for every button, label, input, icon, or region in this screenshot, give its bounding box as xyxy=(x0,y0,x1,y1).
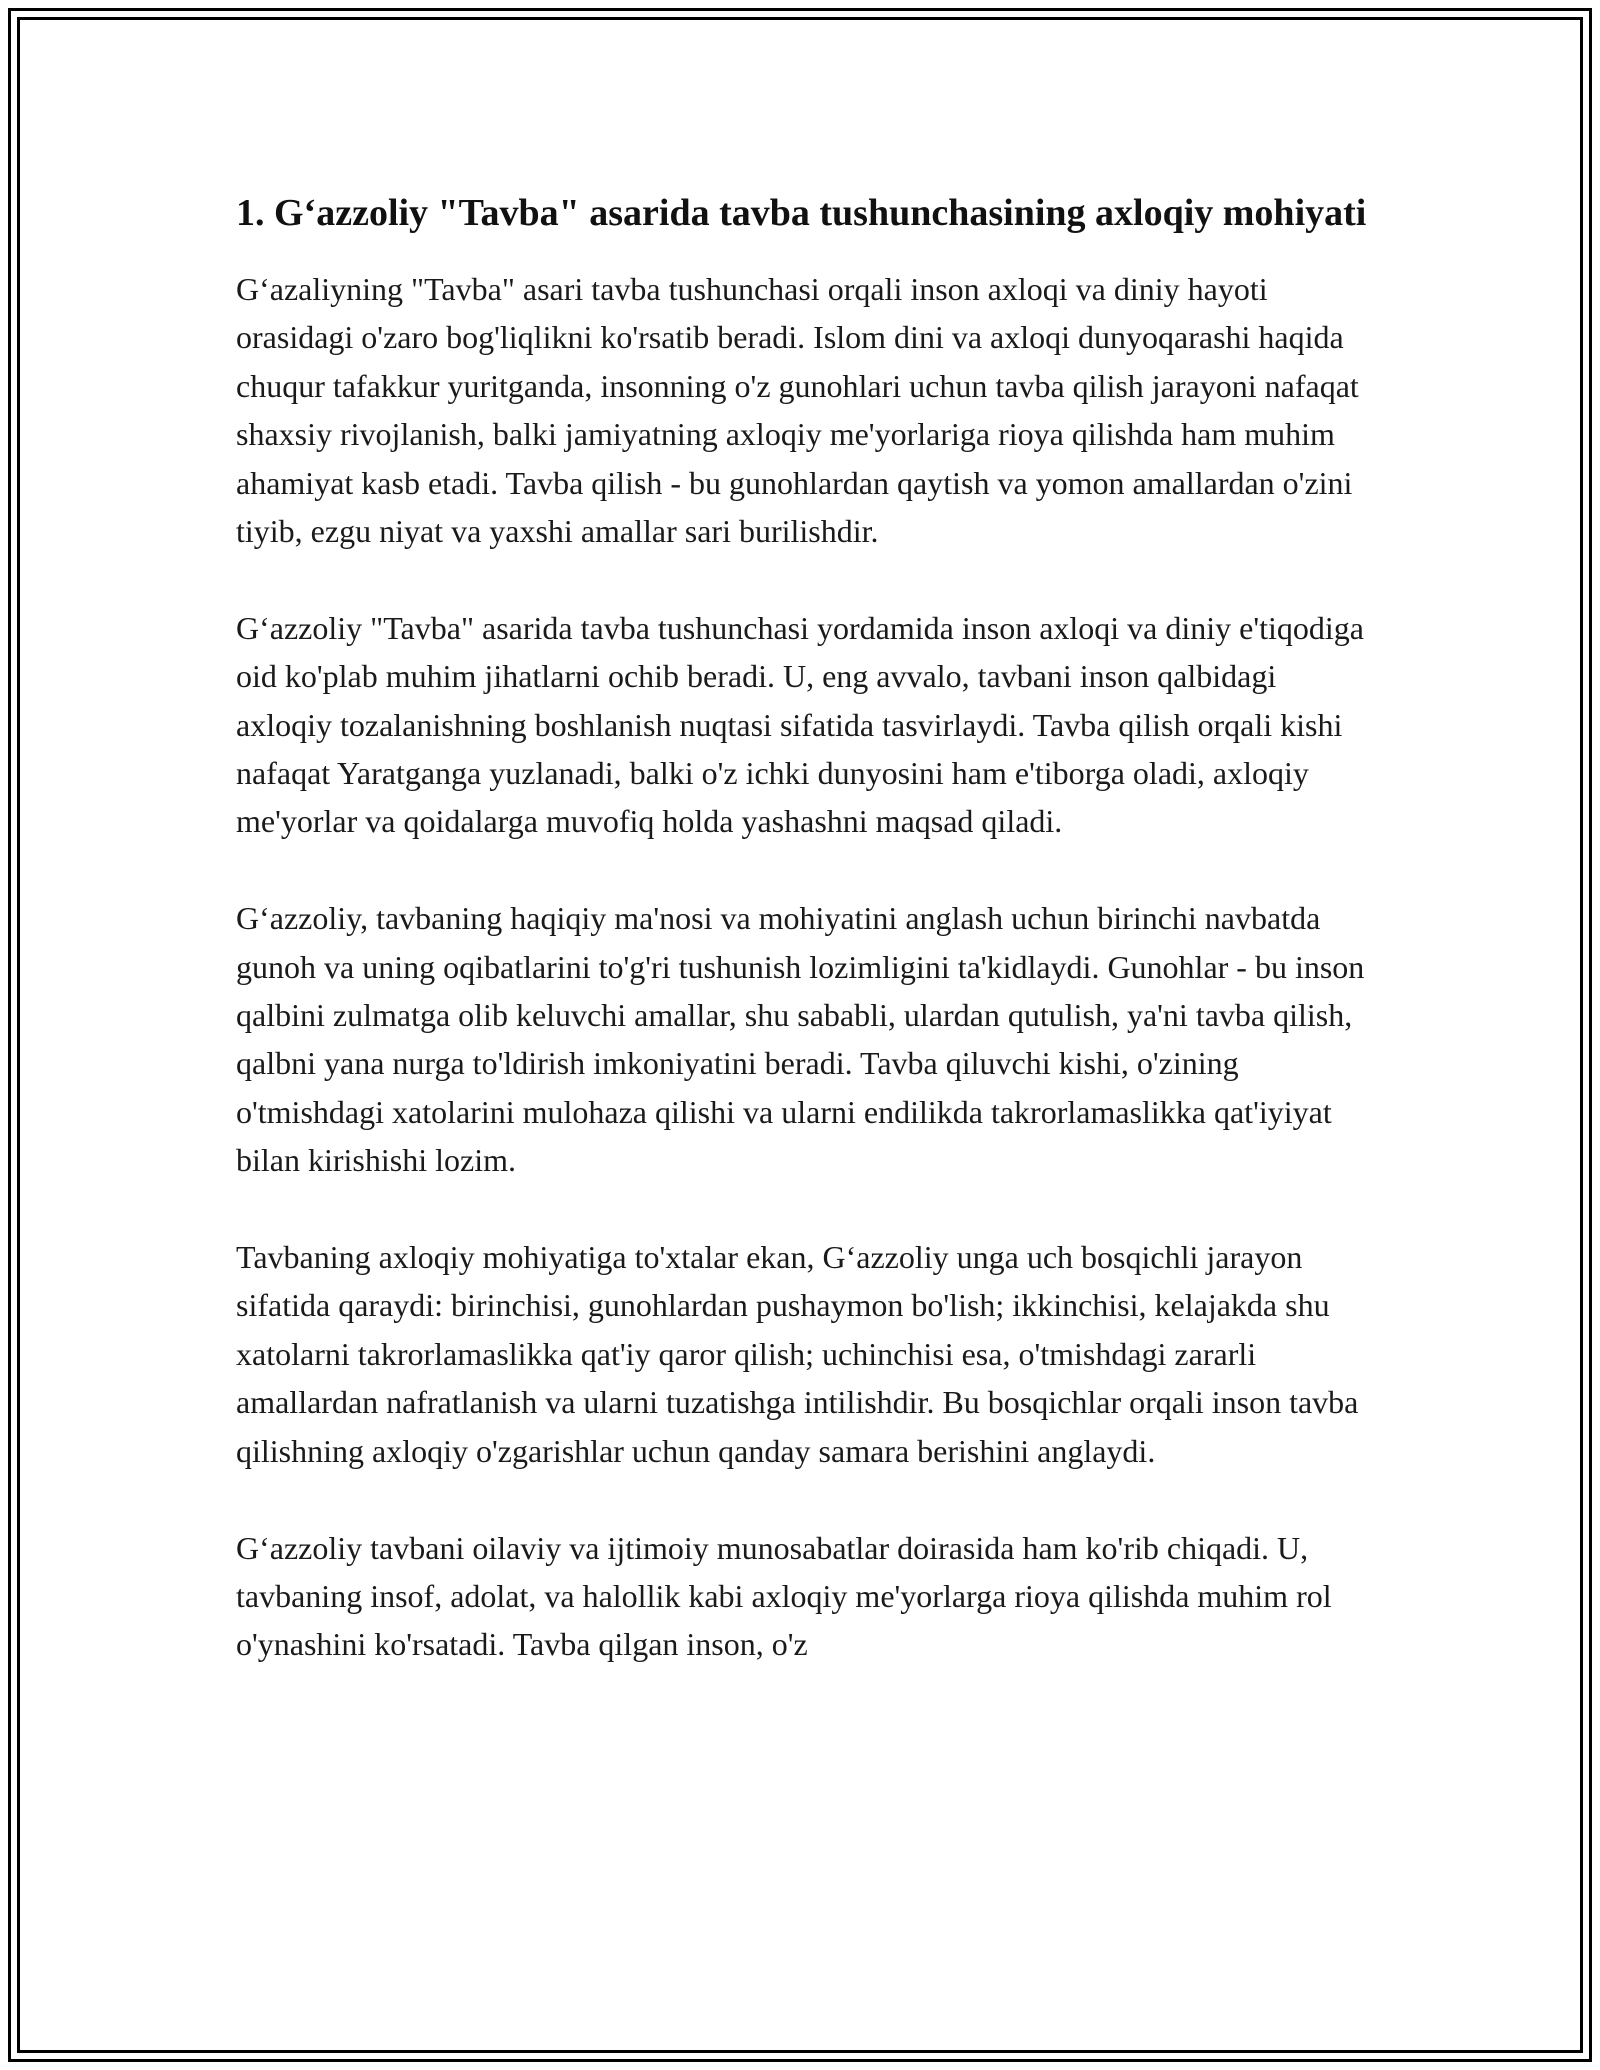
document-body xyxy=(236,186,1376,1717)
paragraph-2: G‘azzoliy "Tavba" asarida tavba tushunchasi yordamida inson axloqi va diniy e'tiqodiga oid ko'plab muhim jihatlarni ochib beradi. U, eng avvalo, tavbani inson qalbidagi axloqiy tozalanishning boshlanish nuqtasi sifatida tasvirlaydi. Tavba qilish orqali kishi nafaqat Yaratganga yuzlanadi, balki o'z ichki dunyosini ham e'tiborga oladi, axloqiy me'yorlar va qoidalarga muvofiq holda yashashni maqsad qiladi. xyxy=(236,609,1364,840)
section-heading: 1. G‘azzoliy "Tavba" asarida tavba tushunchasining axloqiy mohiyati xyxy=(236,192,1367,234)
paragraph-1: G‘azaliyning "Tavba" asari tavba tushunchasi orqali inson axloqi va diniy hayoti orasidagi o'zaro bog'liqlikni ko'rsatib beradi. Islom dini va axloqi dunyoqarashi haqida chuqur tafakkur yuritganda, insonning o'z gunohlari uchun tavba qilish jarayoni nafaqat shaxsiy rivojlanish, balki jamiyatning axloqiy me'yorlariga rioya qilishda ham muhim ahamiyat kasb etadi. Tavba qilish - bu gunohlardan qaytish va yomon amallardan o'zini tiyib, ezgu niyat va yaxshi amallar sari burilishdir. xyxy=(236,271,1359,550)
paragraph-3: G‘azzoliy, tavbaning haqiqiy ma'nosi va mohiyatini anglash uchun birinchi navbatda gunoh va uning oqibatlarini to'g'ri tushunish lozimligini ta'kidlaydi. Gunohlar - bu inson qalbini zulmatga olib keluvchi amallar, shu sababli, ulardan qutulish, ya'ni tavba qilish, qalbni yana nurga to'ldirish imkoniyatini beradi. Tavba qiluvchi kishi, o'zining o'tmishdagi xatolarini mulohaza qilishi va ularni endilikda takrorlamaslikka qat'iyiyat bilan kirishishi lozim. xyxy=(236,900,1365,1179)
paragraph-4: Tavbaning axloqiy mohiyatiga to'xtalar ekan, G‘azzoliy unga uch bosqichli jarayon sifatida qaraydi: birinchisi, gunohlardan pushaymon bo'lish; ikkinchisi, kelajakda shu xatolarni takrorlamaslikka qat'iy qaror qilish; uchinchisi esa, o'tmishdagi zararli amallardan nafratlanish va ularni tuzatishga intilishdir. Bu bosqichlar orqali inson tavba qilishning axloqiy o'zgarishlar uchun qanday samara berishini anglaydi. xyxy=(236,1239,1359,1469)
paragraph-5: G‘azzoliy tavbani oilaviy va ijtimoiy munosabatlar doirasida ham ko'rib chiqadi. U, tavbaning insof, adolat, va halollik kabi axloqiy me'yorlarga rioya qilishda muhim rol o'ynashini ko'rsatadi. Tavba qilgan inson, o'z xyxy=(236,1529,1332,1663)
